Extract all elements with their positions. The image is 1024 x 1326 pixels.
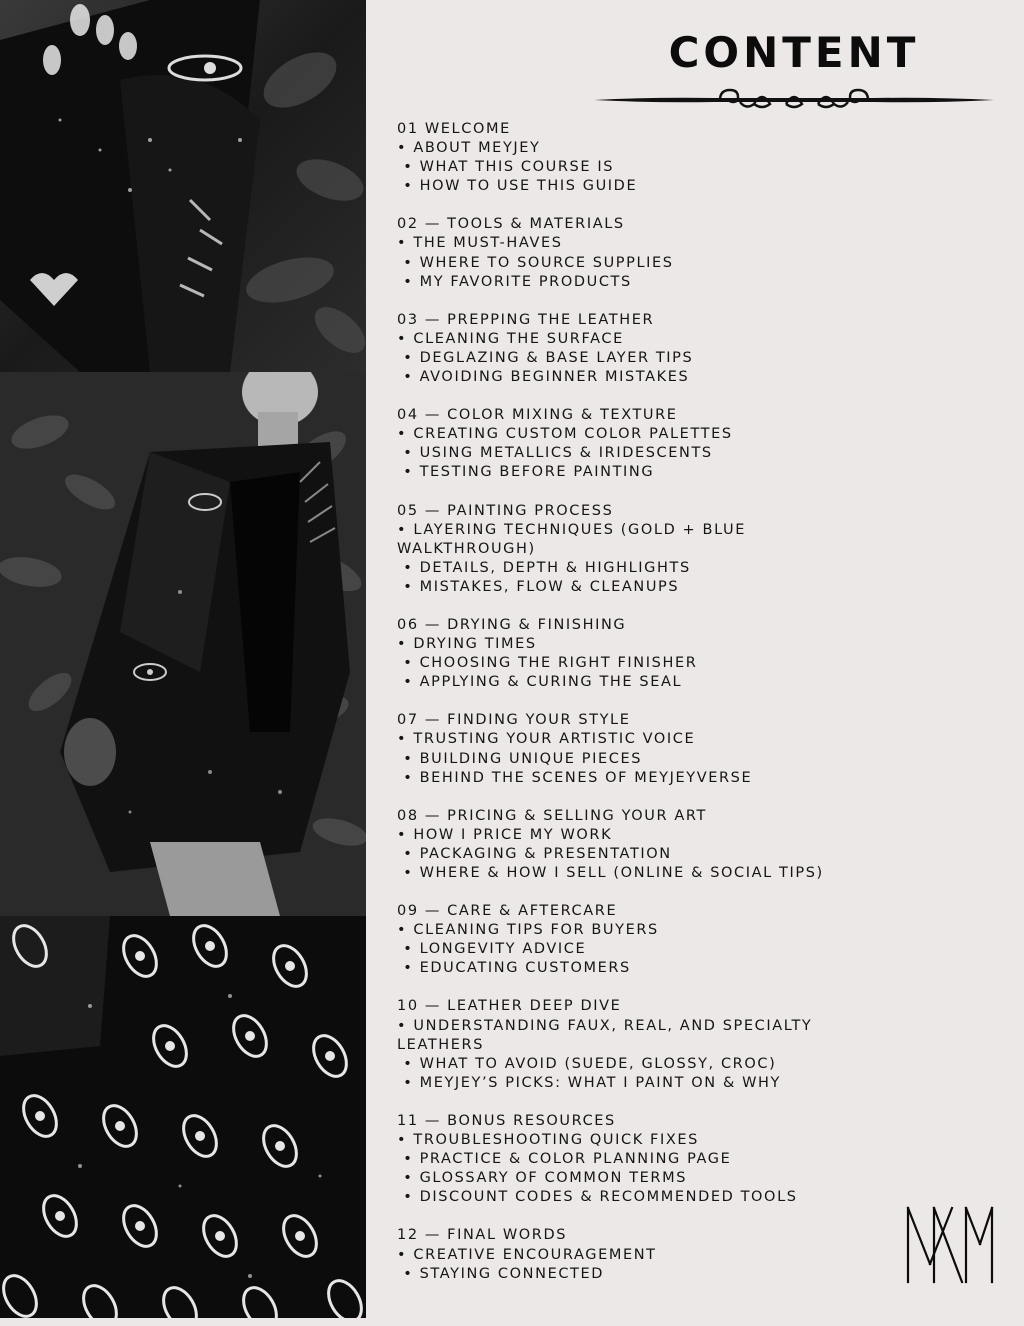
toc-section-heading: 01 WELCOME (397, 121, 511, 137)
toc-item: • LONGEVITY ADVICE (397, 941, 587, 958)
toc-section-heading: 10 — LEATHER DEEP DIVE (397, 998, 622, 1015)
photo-column (0, 0, 366, 1318)
toc-section (397, 1226, 827, 1283)
toc-item: • APPLYING & CURING THE SEAL (397, 674, 683, 691)
mm-monogram-logo (904, 1204, 996, 1284)
toc-section (397, 807, 827, 883)
toc-item: • TESTING BEFORE PAINTING (397, 464, 655, 481)
toc-item: • MEYJEY’S PICKS: WHAT I PAINT ON & WHY (397, 1074, 781, 1091)
toc-section (397, 406, 827, 482)
toc-section (397, 616, 827, 692)
toc-item: • WHERE & HOW I SELL (ONLINE & SOCIAL TIPS) (397, 865, 824, 881)
toc-item: • WHAT THIS COURSE IS (397, 159, 615, 176)
toc-section-heading: 07 — FINDING YOUR STYLE (397, 712, 631, 729)
toc-item: • DRYING TIMES (397, 636, 537, 653)
toc-item: • AVOIDING BEGINNER MISTAKES (397, 369, 690, 386)
photo-painted-jeans (0, 0, 366, 372)
toc-section-heading: 11 — BONUS RESOURCES (397, 1112, 616, 1129)
page-title: CONTENT (668, 28, 920, 77)
toc-item: • STAYING CONNECTED (397, 1265, 605, 1282)
toc-item: • CHOOSING THE RIGHT FINISHER (397, 655, 698, 672)
toc-section-heading: 02 — TOOLS & MATERIALS (397, 216, 625, 233)
toc-item: • CLEANING TIPS FOR BUYERS (397, 922, 659, 939)
toc-section (397, 502, 827, 597)
toc-item: • CREATIVE ENCOURAGEMENT (397, 1246, 657, 1263)
toc-item: • BUILDING UNIQUE PIECES (397, 750, 643, 767)
toc-section (397, 711, 827, 787)
toc-section (397, 1112, 827, 1207)
toc-item: • GLOSSARY OF COMMON TERMS (397, 1170, 687, 1187)
toc-item: • MISTAKES, FLOW & CLEANUPS (397, 578, 680, 595)
toc-section (397, 997, 827, 1092)
toc-item: • THE MUST-HAVES (397, 235, 563, 252)
toc-section (397, 215, 827, 291)
toc-section (397, 120, 827, 196)
toc-item: • TRUSTING YOUR ARTISTIC VOICE (397, 731, 696, 748)
toc-section-heading: 03 — PREPPING THE LEATHER (397, 311, 655, 328)
toc-item: • WHERE TO SOURCE SUPPLIES (397, 254, 674, 271)
toc-section-heading: 06 — DRYING & FINISHING (397, 616, 627, 633)
toc-item: • WHAT TO AVOID (SUEDE, GLOSSY, CROC) (397, 1055, 777, 1072)
toc-item: • UNDERSTANDING FAUX, REAL, AND SPECIALTY LEATHERS (397, 1017, 819, 1053)
toc-item: • BEHIND THE SCENES OF MEYJEYVERSE (397, 769, 753, 786)
photo-model-jacket (0, 372, 366, 916)
toc-section-heading: 05 — PAINTING PROCESS (397, 502, 614, 519)
toc-item: • DEGLAZING & BASE LAYER TIPS (397, 349, 694, 366)
toc-item: • EDUCATING CUSTOMERS (397, 960, 631, 977)
toc-item: • CLEANING THE SURFACE (397, 330, 624, 347)
toc-item: • HOW I PRICE MY WORK (397, 826, 613, 843)
toc-section (397, 902, 827, 978)
toc-item: • PACKAGING & PRESENTATION (397, 845, 672, 862)
toc-section-heading: 04 — COLOR MIXING & TEXTURE (397, 407, 678, 424)
toc-section-heading: 08 — PRICING & SELLING YOUR ART (397, 807, 707, 824)
toc-item: • MY FAVORITE PRODUCTS (397, 273, 632, 290)
ornamental-divider (594, 86, 994, 114)
toc-item: • LAYERING TECHNIQUES (GOLD + BLUE WALKTHROUGH) (397, 521, 753, 557)
toc-item: • USING METALLICS & IRIDESCENTS (397, 445, 713, 462)
toc-item: • DETAILS, DEPTH & HIGHLIGHTS (397, 559, 691, 576)
table-of-contents (397, 120, 827, 1303)
toc-item: • ABOUT MEYJEY (397, 140, 541, 157)
toc-item: • PRACTICE & COLOR PLANNING PAGE (397, 1151, 732, 1168)
photo-eye-pattern (0, 916, 366, 1318)
toc-item: • TROUBLESHOOTING QUICK FIXES (397, 1132, 699, 1149)
toc-section (397, 311, 827, 387)
toc-item: • DISCOUNT CODES & RECOMMENDED TOOLS (397, 1189, 798, 1206)
toc-item: • HOW TO USE THIS GUIDE (397, 178, 638, 195)
toc-item: • CREATING CUSTOM COLOR PALETTES (397, 426, 733, 443)
toc-section-heading: 09 — CARE & AFTERCARE (397, 903, 618, 920)
toc-section-heading: 12 — FINAL WORDS (397, 1227, 568, 1244)
